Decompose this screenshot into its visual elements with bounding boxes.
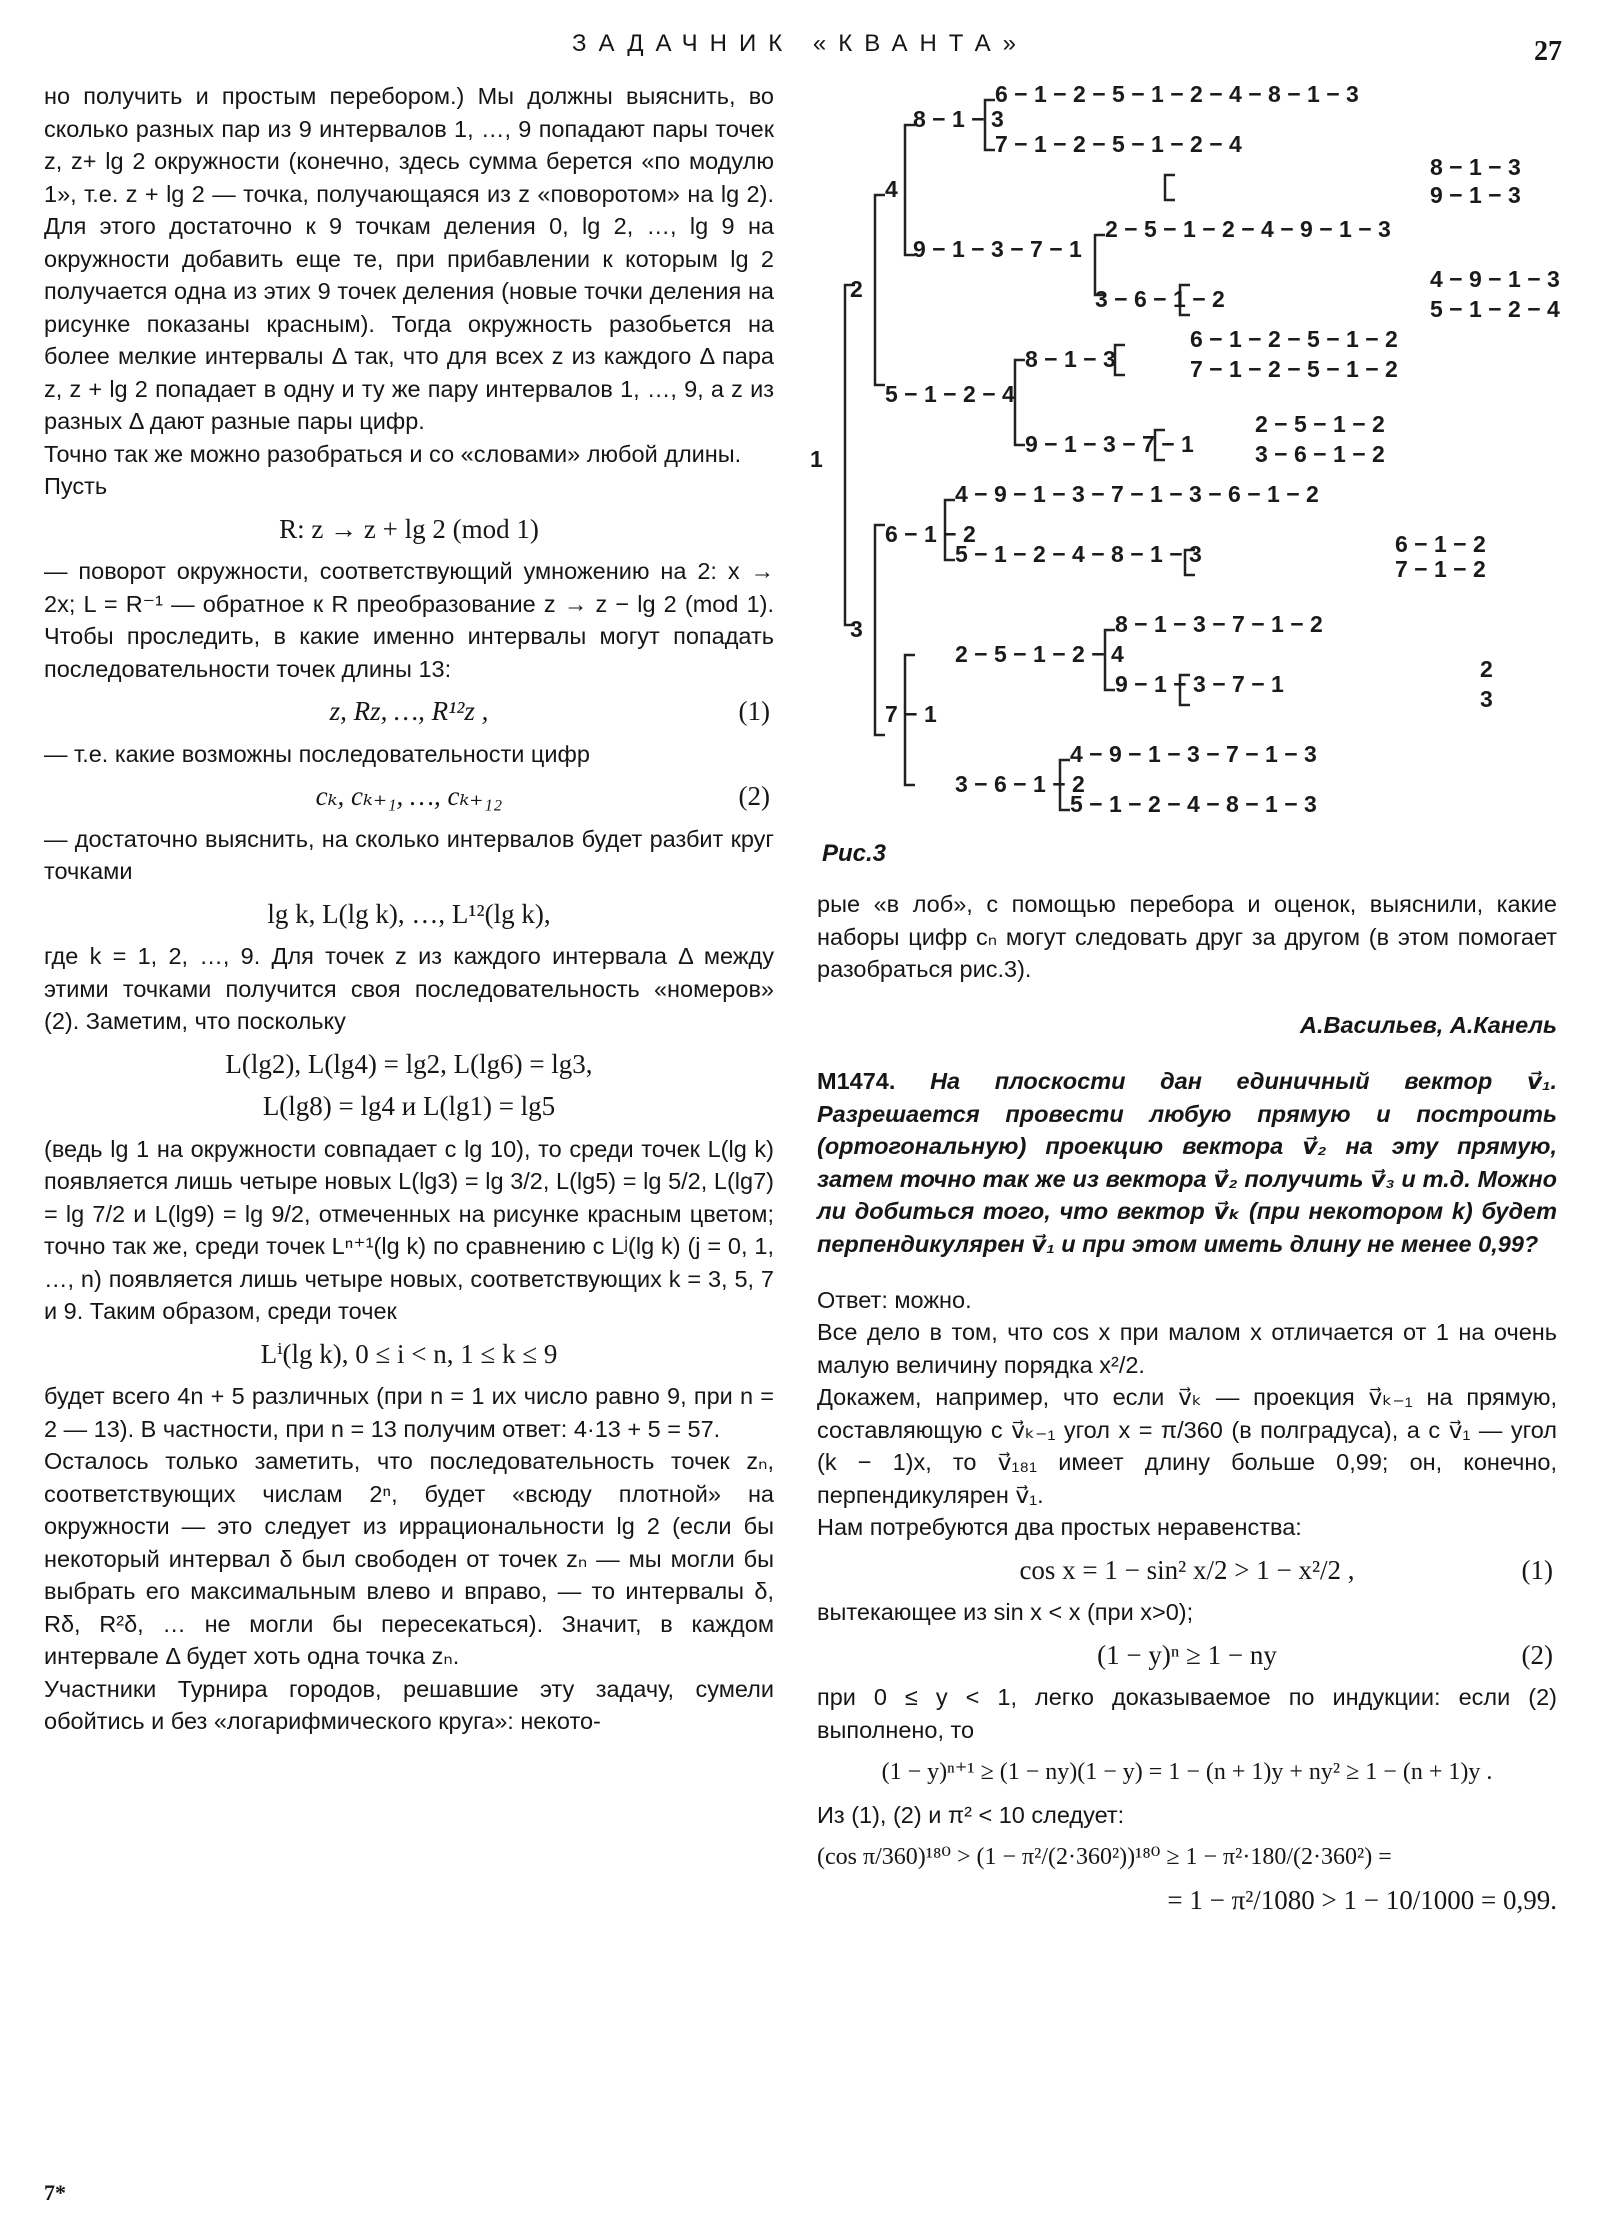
problem-statement bbox=[817, 1065, 1557, 1260]
tree-leaf: 3 − 6 − 1 − 2 bbox=[1255, 441, 1385, 467]
paragraph: (ведь lg 1 на окружности совпадает с lg 10), то среди точек L(lg k) появляется лишь четыре новых L(lg3) = lg 3/2, L(lg5) = lg 5/2, L(lg7) = lg 7/2 и L(lg9) = lg 9/2, отмеченных на рисунке красным цветом; точно так же, среди точек Lⁿ⁺¹(lg k) по сравнению с Lʲ(lg k) (j = 0, 1, …, n) появляется лишь четыре новых, соответствующих k = 3, 5, 7 и 9. Таким образом, среди точек bbox=[44, 1135, 774, 1324]
tree-leaf: 5 − 1 − 2 − 4 bbox=[1430, 296, 1560, 322]
tree-node: 2 bbox=[850, 276, 863, 302]
tree-leaf: 7 − 1 − 2 bbox=[1395, 556, 1486, 582]
formula-2 bbox=[44, 780, 774, 813]
tree-leaf: 7 − 1 − 2 − 5 − 1 − 2 bbox=[1190, 356, 1398, 382]
paragraph: — поворот окружности, соответствующий умножению на 2: x → 2x; L = R⁻¹ — обратное к R преобразование z → z − lg 2 (mod 1). Чтобы проследить, в какие именно интервалы могут попадать последовательности точек длины 13: bbox=[44, 558, 774, 682]
formula-text: Lⁱ(lg k), 0 ≤ i < n, 1 ≤ k ≤ 9 bbox=[260, 1338, 558, 1369]
tree-node: 8 − 1 − 3 bbox=[913, 106, 1004, 132]
tree-leaf: 6 − 1 − 2 bbox=[1395, 531, 1486, 557]
paragraph: при 0 ≤ y < 1, легко доказываемое по индукции: если (2) выполнено, то bbox=[817, 1684, 1557, 1743]
authors: А.Васильев, А.Канель bbox=[1300, 1012, 1557, 1038]
tree-node: 3 − 6 − 1 − 2 bbox=[955, 771, 1085, 797]
tree-diagram bbox=[805, 65, 1575, 845]
equation-number: (1) bbox=[738, 696, 770, 726]
paragraph: Нам потребуются два простых неравенства: bbox=[817, 1514, 1302, 1540]
equation-number: (1) bbox=[1521, 1554, 1553, 1585]
tree-leaf: 2 bbox=[1480, 656, 1493, 682]
tree-node: 3 − 6 − 1 − 2 bbox=[1095, 286, 1225, 312]
tree-node: 2 − 5 − 1 − 2 − 4 bbox=[955, 641, 1124, 667]
tree-leaf: 8 − 1 − 3 − 7 − 1 − 2 bbox=[1115, 611, 1323, 637]
formula-1 bbox=[44, 695, 774, 728]
formula-text: R: z → z + lg 2 (mod 1) bbox=[279, 513, 539, 544]
tree-leaf: 4 − 9 − 1 − 3 − 7 − 1 − 3 bbox=[1070, 741, 1317, 767]
equation-number: (2) bbox=[1521, 1639, 1553, 1670]
paragraph: Участники Турнира городов, решавшие эту задачу, сумели обойтись и без «логарифмического круга»: некото- bbox=[44, 1675, 774, 1734]
formula-text: L(lg8) = lg4 и L(lg1) = lg5 bbox=[262, 1091, 556, 1121]
tree-leaf: 8 − 1 − 3 bbox=[1430, 154, 1521, 180]
formula-text: = 1 − π²/1080 > 1 − 10/1000 = 0,99. bbox=[1167, 1884, 1557, 1915]
figure-3-tree bbox=[805, 65, 1575, 845]
tree-node: 7 − 1 bbox=[885, 701, 937, 727]
equation-number: (2) bbox=[738, 781, 770, 811]
answer: Ответ: можно. bbox=[817, 1286, 972, 1313]
tree-root: 1 bbox=[810, 446, 823, 472]
formula-4 bbox=[44, 1048, 774, 1081]
tree-leaf: 9 − 1 − 3 bbox=[1430, 182, 1521, 208]
tree-node: 6 − 1 − 2 bbox=[885, 521, 976, 547]
tree-leaf: 2 − 5 − 1 − 2 − 4 − 9 − 1 − 3 bbox=[1105, 216, 1391, 242]
paragraph: вытекающее из sin x < x (при x>0); bbox=[817, 1599, 1194, 1625]
formula-5 bbox=[817, 1884, 1557, 1917]
page-number: 27 bbox=[1534, 36, 1562, 67]
paragraph: Пусть bbox=[44, 473, 108, 499]
tree-leaf: 4 − 9 − 1 − 3 − 7 − 1 − 3 − 6 − 1 − 2 bbox=[955, 481, 1319, 507]
formula-2 bbox=[817, 1639, 1557, 1672]
tree-labels bbox=[810, 81, 1560, 817]
paragraph: Из (1), (2) и π² < 10 следует: bbox=[817, 1801, 1125, 1828]
formula-text: cos x = 1 − sin² x/2 > 1 − x²/2 , bbox=[1019, 1554, 1355, 1585]
formula-text: L(lg2), L(lg4) = lg2, L(lg6) = lg3, bbox=[225, 1048, 593, 1079]
tree-leaf: 5 − 1 − 2 − 4 − 8 − 1 − 3 bbox=[955, 541, 1202, 567]
tree-node: 3 bbox=[850, 616, 863, 642]
tree-leaf: 6 − 1 − 2 − 5 − 1 − 2 − 4 − 8 − 1 − 3 bbox=[995, 81, 1359, 107]
paragraph: будет всего 4n + 5 различных (при n = 1 их число равно 9, при n = 2 — 13). В частности, при n = 13 получим ответ: 4·13 + 5 = 57. bbox=[44, 1383, 774, 1442]
formula-text: z, Rz, …, R¹²z , bbox=[329, 696, 489, 726]
tree-leaf: 6 − 1 − 2 − 5 − 1 − 2 bbox=[1190, 326, 1398, 352]
formula-text: lg k, L(lg k), …, L¹²(lg k), bbox=[267, 898, 551, 929]
paragraph: но получить и простым перебором.) Мы должны выяснить, во сколько разных пар из 9 интервалов 1, …, 9 попадают пары точек z, z+ lg 2 окружности (конечно, здесь сумма берется «по модулю 1», т.е. z + lg 2 — точка, получающаяся из z «поворотом» на lg 2). Для этого достаточно к 9 точкам деления 0, lg 2, …, lg 9 на окружности добавить еще те, при прибавлении к которым lg 2 получается одна из этих 9 точек деления (новые точки деления на рисунке показаны красным). Тогда окружность разобьется на более мелкие интервалы Δ так, что для всех z из каждого Δ пара z, z + lg 2 попадает в одну и ту же пару интервалов 1, …, 9, а z из разных Δ дают разные пары цифр. bbox=[44, 83, 774, 434]
formula-1 bbox=[817, 1554, 1557, 1587]
formula-text: (1 − y)ⁿ⁺¹ ≥ (1 − ny)(1 − y) = 1 − (n + 1)y + ny² ≥ 1 − (n + 1)y . bbox=[881, 1759, 1493, 1785]
left-column bbox=[44, 80, 774, 1738]
tree-leaf: 4 − 9 − 1 − 3 bbox=[1430, 266, 1560, 292]
tree-leaf: 2 − 5 − 1 − 2 bbox=[1255, 411, 1385, 437]
formula-text: cₖ, cₖ₊₁, …, cₖ₊₁₂ bbox=[315, 781, 503, 811]
right-column bbox=[817, 888, 1557, 1926]
formula-3 bbox=[44, 898, 774, 931]
paragraph: Все дело в том, что cos x при малом x отличается от 1 на очень малую величину порядка x²/2. bbox=[817, 1319, 1557, 1378]
formula-6 bbox=[44, 1338, 774, 1371]
paragraph: Осталось только заметить, что последовательность точек zₙ, соответствующих числам 2ⁿ, будет «всюду плотной» на окружности — это следует из иррациональности lg 2 (если бы некоторый интервал δ был свободен от точек zₙ — мы могли бы выбрать его максимальным влево и вправо, — то интервалы δ, Rδ, R²δ, … не могли бы пересекаться). Значит, в каждом интервале Δ будет хоть одна точка zₙ. bbox=[44, 1448, 774, 1669]
paragraph: Докажем, например, что если v⃗ₖ — проекция v⃗ₖ₋₁ на прямую, составляющую с v⃗ₖ₋₁ угол x = π/360 (в полградуса), а с v⃗₁ — угол (k − 1)x, то v⃗₁₈₁ имеет длину больше 0,99; он, конечно, перпендикулярен v⃗₁. bbox=[817, 1384, 1557, 1508]
formula-3 bbox=[817, 1756, 1557, 1789]
problem-id: М1474. bbox=[817, 1068, 896, 1094]
paragraph: — т.е. какие возможны последовательности цифр bbox=[44, 740, 590, 767]
paragraph: рые «в лоб», с помощью перебора и оценок, выяснили, какие наборы цифр cₙ могут следовать друг за другом (в этом помогает разобраться рис.3). bbox=[817, 891, 1557, 982]
formula-4 bbox=[817, 1841, 1557, 1874]
running-header: ЗАДАЧНИК «КВАНТА» bbox=[571, 30, 1028, 57]
tree-node: 9 − 1 − 3 − 7 − 1 bbox=[913, 236, 1082, 262]
paragraph: где k = 1, 2, …, 9. Для точек z из каждого интервала Δ между этими точками получится своя последовательность «номеров» (2). Заметим, что поскольку bbox=[44, 943, 774, 1034]
tree-node: 8 − 1 − 3 bbox=[1025, 346, 1116, 372]
tree-node: 4 bbox=[885, 176, 898, 202]
tree-node: 9 − 1 − 3 − 7 − 1 bbox=[1025, 431, 1194, 457]
tree-leaf: 3 bbox=[1480, 686, 1493, 712]
tree-leaf: 5 − 1 − 2 − 4 − 8 − 1 − 3 bbox=[1070, 791, 1317, 817]
tree-node: 5 − 1 − 2 − 4 bbox=[885, 381, 1015, 407]
paragraph: Точно так же можно разобраться и со «словами» любой длины. bbox=[44, 440, 742, 467]
formula-5 bbox=[44, 1090, 774, 1123]
tree-node: 7 − 1 − 2 − 5 − 1 − 2 − 4 bbox=[995, 131, 1242, 157]
formula-text: (cos π/360)¹⁸⁰ > (1 − π²/(2·360²))¹⁸⁰ ≥ 1 − π²·180/(2·360²) = bbox=[817, 1844, 1392, 1870]
problem-text: На плоскости дан единичный вектор v⃗₁. Разрешается провести любую прямую и построить (ортогональную) проекцию вектора v⃗₂ на эту прямую, затем точно так же из вектора v⃗₂ получить v⃗₃ и т.д. Можно ли добиться того, что вектор v⃗ₖ (при некотором k) будет перпендикулярен v⃗₁ и при этом иметь длину не менее 0,99? bbox=[817, 1068, 1557, 1257]
figure-caption: Рис.3 bbox=[822, 840, 887, 867]
formula-rotation bbox=[44, 513, 774, 546]
paragraph: — достаточно выяснить, на сколько интервалов будет разбит круг точками bbox=[44, 825, 774, 884]
tree-leaf: 9 − 1 − 3 − 7 − 1 bbox=[1115, 671, 1284, 697]
footer-mark: 7* bbox=[44, 2180, 66, 2205]
formula-text: (1 − y)ⁿ ≥ 1 − ny bbox=[1097, 1639, 1277, 1670]
